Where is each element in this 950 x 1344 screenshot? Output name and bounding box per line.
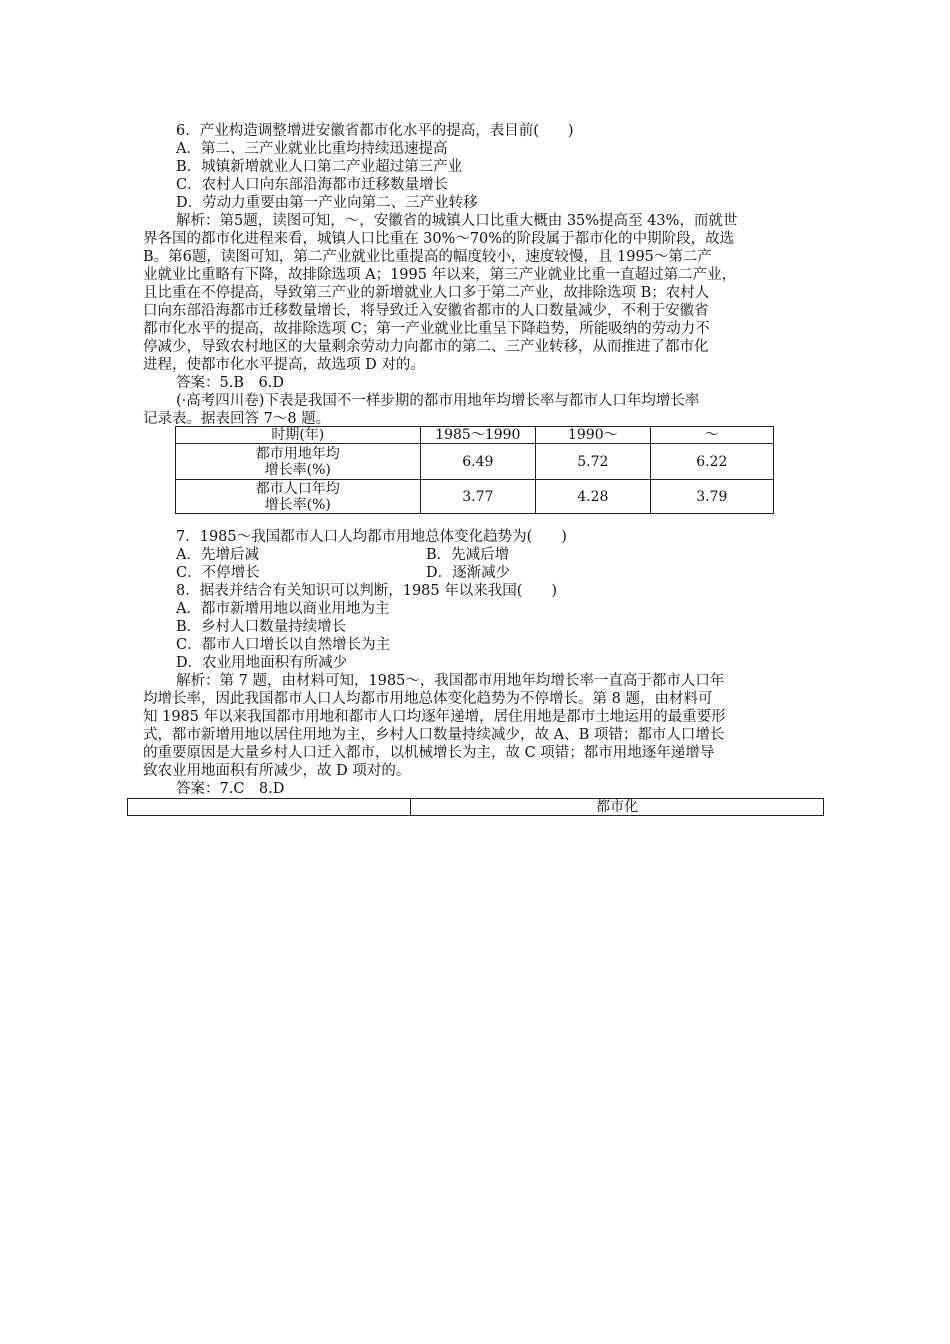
- q6-stem: 6．产业构造调整增进安徽省都市化水平的提高，表目前( ): [176, 123, 574, 139]
- q8-stem: 8．据表并结合有关知识可以判断，1985 年以来我国( ): [176, 583, 558, 599]
- explanation-line: 均增长率，因此我国都市人口人均都市用地总体变化趋势为不停增长。第 8 题，由材料可: [143, 691, 713, 707]
- q6-option-b: B．城镇新增就业人口第二产业超过第三产业: [176, 159, 463, 175]
- q8-option-a: A．都市新增用地以商业用地为主: [176, 601, 390, 617]
- explanation-line: 的重要原因是大量乡村人口迁入都市，以机械增长为主，故 C 项错；都市用地逐年递增导: [143, 745, 715, 761]
- answer-5-6: 答案：5.B 6.D: [176, 375, 284, 391]
- explanation-line: 都市化水平的提高，故排除选项 C；第一产业就业比重呈下降趋势，所能吸纳的劳动力不: [143, 321, 710, 337]
- answer-7-8: 答案：7.C 8.D: [176, 781, 285, 797]
- explanation-line: 口向东部沿海都市迁移数量增长，将导致迁入安徽省都市的人口数量减少，不利于安徽省: [143, 303, 709, 319]
- q7-option-b: B．先减后增: [426, 547, 510, 563]
- table-cell: 4.28: [536, 480, 650, 514]
- q7-option-d: D．逐渐减少: [426, 565, 511, 581]
- intro-line: (·高考四川卷)下表是我国不一样步期的都市用地年均增长率与都市人口年均增长率: [176, 393, 700, 409]
- explanation-line: 业就业比重略有下降，故排除选项 A；1995 年以来，第三产业就业比重一直超过第二产业，: [143, 267, 737, 283]
- table-row: [176, 480, 774, 514]
- bottom-table: [127, 798, 824, 816]
- table-header: 都市化: [411, 799, 824, 816]
- table-cell: 6.22: [650, 444, 773, 480]
- explanation-line: 解析：第5题，读图可知，～，安徽省的城镇人口比重大概由 35%提高至 43%，而就世: [176, 213, 738, 229]
- data-table: [175, 426, 774, 514]
- row-label: 都市人口年均 增长率(%): [176, 480, 421, 514]
- q8-option-d: D．农业用地面积有所减少: [176, 655, 348, 671]
- intro-line: 记录表。据表回答 7～8 题。: [143, 411, 331, 427]
- table-cell: 3.77: [420, 480, 535, 514]
- explanation-line: 进程，使都市化水平提高，故选项 D 对的。: [143, 357, 425, 373]
- q7-option-c: C．不停增长: [176, 565, 260, 581]
- q7-option-a: A．先增后减: [176, 547, 259, 563]
- explanation-line: 界各国的都市化进程来看，城镇人口比重在 30%～70%的阶段属于都市化的中期阶段，故选: [143, 231, 735, 247]
- table-header: ～: [650, 427, 773, 444]
- explanation-line: 式，都市新增用地以居住用地为主，乡村人口数量持续减少，故 A、B 项错；都市人口增长: [143, 727, 725, 743]
- explanation-line: 且比重在不停提高，导致第三产业的新增就业人口多于第二产业，故排除选项 B；农村人: [143, 285, 710, 301]
- q7-stem: 7．1985～我国都市人口人均都市用地总体变化趋势为( ): [176, 529, 567, 545]
- table-cell: 5.72: [536, 444, 650, 480]
- row-label: 都市用地年均 增长率(%): [176, 444, 421, 480]
- explanation-line: 解析：第 7 题，由材料可知，1985～，我国都市用地年均增长率一直高于都市人口年: [176, 673, 725, 689]
- table-row: [176, 444, 774, 480]
- q6-option-d: D．劳动力重要由第一产业向第二、三产业转移: [176, 195, 478, 211]
- explanation-line: 致农业用地面积有所减少，故 D 项对的。: [143, 763, 411, 779]
- table-header: 1990～: [536, 427, 650, 444]
- table-cell: 3.79: [650, 480, 773, 514]
- table-header: 时期(年): [176, 427, 421, 444]
- q8-option-b: B．乡村人口数量持续增长: [176, 619, 347, 635]
- q6-option-a: A．第二、三产业就业比重均持续迅速提高: [176, 141, 448, 157]
- q6-option-c: C．农村人口向东部沿海都市迁移数量增长: [176, 177, 449, 193]
- explanation-line: 知 1985 年以来我国都市用地和都市人口均逐年递增，居住用地是都市土地运用的最重要形: [143, 709, 726, 725]
- explanation-line: B。第6题，读图可知，第二产业就业比重提高的幅度较小，速度较慢，且 1995～第二产: [143, 249, 712, 265]
- table-cell: [128, 799, 411, 816]
- explanation-line: 停减少，导致农村地区的大量剩余劳动力向都市的第二、三产业转移，从而推进了都市化: [143, 339, 709, 355]
- q8-option-c: C．都市人口增长以自然增长为主: [176, 637, 391, 653]
- table-cell: 6.49: [420, 444, 535, 480]
- table-header: 1985～1990: [420, 427, 535, 444]
